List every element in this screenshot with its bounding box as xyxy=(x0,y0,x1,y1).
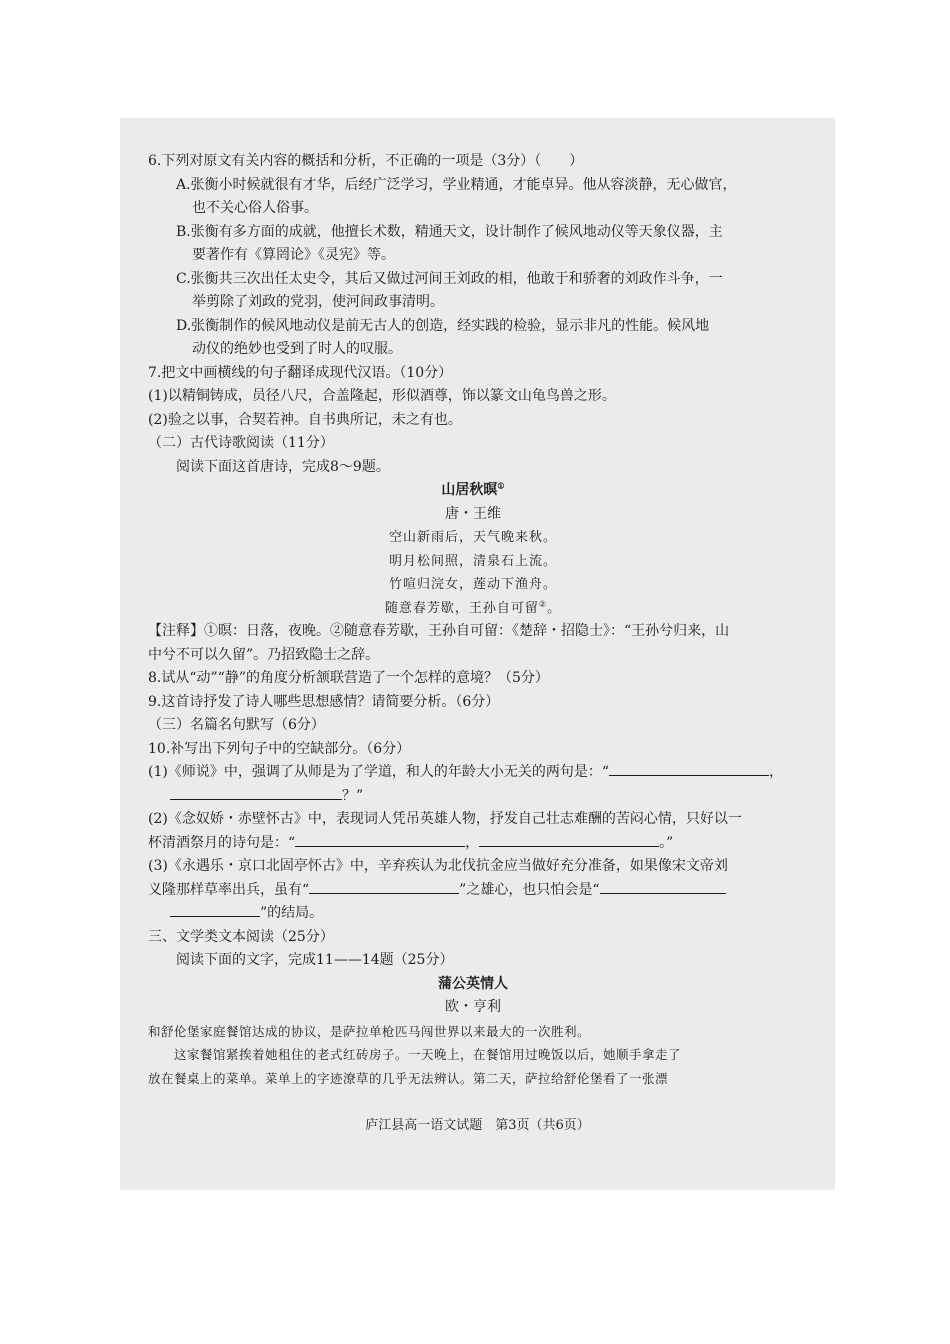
q10-item-2-line2 xyxy=(148,832,798,856)
poem-note-line2: 中兮不可以久留”。乃招致隐士之辞。 xyxy=(148,646,380,663)
q10-item-1-text: (1)《师说》中，强调了从师是为了学道，和人的年龄大小无关的两句是：“ xyxy=(148,764,609,780)
poem-line-2: 明月松间照，清泉石上流。 xyxy=(388,553,557,569)
q10-item-2-end: 。” xyxy=(659,834,674,851)
part-3-heading: 三、文学类文本阅读（25分） xyxy=(148,928,334,945)
q10-stem: 10.补写出下列句子中的空缺部分。（6分） xyxy=(148,740,411,757)
section-2-heading: （二）古代诗歌阅读（11分） xyxy=(148,435,334,451)
poem-line-1: 空山新雨后，天气晚来秋。 xyxy=(388,530,557,545)
story-paragraph-2-line2: 放在餐桌上的菜单。菜单上的字迹潦草的几乎无法辨认。第二天，萨拉给舒伦堡看了一张漂 xyxy=(148,1070,669,1086)
q10-item-2-text: 杯清酒祭月的诗句是：“ xyxy=(148,834,296,851)
poem-line-3: 竹喧归浣女，莲动下渔舟。 xyxy=(388,577,557,592)
q10-item-2-comma: ， xyxy=(465,834,480,851)
q10-item-1-comma: ， xyxy=(769,764,783,780)
poem-note-line1: 【注释】①暝：日落，夜晚。②随意春芳歇，王孙自可留：《楚辞・招隐士》：“王孙兮归来，山 xyxy=(148,623,730,639)
q6-option-a-line1: A.张衡小时候就很有才华，后经广泛学习，学业精通，才能卓异。他从容淡静，无心做官， xyxy=(176,176,737,193)
poem-line-4-text: 随意春芳歇，王孙自可留 xyxy=(384,600,539,616)
q10-item-1-end: ？” xyxy=(342,787,364,804)
q10-item-3-mid: ”之雄心，也只怕会是“ xyxy=(459,881,600,898)
q7-stem: 7.把文中画横线的句子翻译成现代汉语。（10分） xyxy=(148,364,453,381)
q6-option-d-line2: 动仪的绝妙也受到了时人的叹服。 xyxy=(192,341,402,357)
poem-title-text: 山居秋暝 xyxy=(441,482,498,498)
q9-stem: 9.这首诗抒发了诗人哪些思想感情？请简要分析。（6分） xyxy=(148,693,500,710)
poem-line-4-end: 。 xyxy=(547,600,562,616)
q10-item-3-line2 xyxy=(148,879,798,903)
poem-title xyxy=(148,479,798,503)
exam-content xyxy=(148,150,798,1090)
q10-item-1-line1 xyxy=(148,761,798,785)
q10-blank-4[interactable] xyxy=(479,832,659,847)
q10-item-3-end: ”的结局。 xyxy=(260,905,324,921)
q6-option-c-line1: C.张衡共三次出任太史令，其后又做过河间王刘政的相，他敢于和骄奢的刘政作斗争，一 xyxy=(176,270,723,287)
q10-item-3-line3 xyxy=(148,902,798,926)
poem-line-4-footnote-mark: ② xyxy=(538,599,548,609)
section-2-intro: 阅读下面这首唐诗，完成8～9题。 xyxy=(176,458,390,475)
q10-blank-6[interactable] xyxy=(600,879,726,894)
q10-blank-2[interactable] xyxy=(170,785,342,800)
q6-option-a-line2: 也不关心俗人俗事。 xyxy=(192,200,318,216)
story-paragraph-1: 和舒伦堡家庭餐馆达成的协议，是萨拉单枪匹马闯世界以来最大的一次胜利。 xyxy=(148,1023,591,1039)
q6-option-b-line2: 要著作有《算罔论》《灵宪》等。 xyxy=(192,247,395,263)
q10-item-3-line1: (3)《永遇乐・京口北固亭怀古》中，辛弃疾认为北伐抗金应当做好充分准备，如果像宋文帝刘 xyxy=(148,858,728,874)
q6-stem: 6.下列对原文有关内容的概括和分析，不正确的一项是（3分）（ ） xyxy=(148,153,584,169)
q10-blank-5[interactable] xyxy=(309,879,459,894)
q6-option-c-line2: 举剪除了刘政的党羽，使河间政事清明。 xyxy=(192,294,444,310)
q8-stem: 8.试从“动”“静”的角度分析颔联营造了一个怎样的意境？（5分） xyxy=(148,670,549,686)
q10-blank-1[interactable] xyxy=(609,761,769,776)
section-3-heading: （三）名篇名句默写（6分） xyxy=(148,717,325,733)
poem-author: 唐・王维 xyxy=(445,505,501,522)
q10-blank-3[interactable] xyxy=(295,832,465,847)
q10-item-3-text: 义隆那样草率出兵，虽有“ xyxy=(148,881,310,898)
story-paragraph-2-line1: 这家餐馆紧挨着她租住的老式红砖房子。一天晚上，在餐馆用过晚饭以后，她顺手拿走了 xyxy=(174,1047,682,1062)
q10-blank-7[interactable] xyxy=(170,902,260,917)
q10-item-2-line1: (2)《念奴娇・赤壁怀古》中，表现词人凭吊英雄人物，抒发自己壮志难酬的苦闷心情，只好以一 xyxy=(148,811,742,827)
poem-line-4 xyxy=(148,597,798,621)
q6-option-d-line1: D.张衡制作的候风地动仪是前无古人的创造，经实践的检验，显示非凡的性能。候风地 xyxy=(176,317,710,334)
part-3-intro: 阅读下面的文字，完成11——14题（25分） xyxy=(176,952,454,968)
q7-sentence-1: (1)以精铜铸成，员径八尺，合盖隆起，形似酒尊，饰以篆文山龟鸟兽之形。 xyxy=(148,388,616,404)
q7-sentence-2: (2)验之以事，合契若神。自书典所记，未之有也。 xyxy=(148,411,462,428)
poem-title-footnote-mark: ① xyxy=(497,480,505,491)
story-title: 蒲公英情人 xyxy=(438,975,508,992)
page-footer: 庐江县高一语文试题 第3页（共6页） xyxy=(365,1118,590,1133)
q6-option-b-line1: B.张衡有多方面的成就，他擅长术数，精通天文，设计制作了候风地动仪等天象仪器，主 xyxy=(176,223,723,240)
q10-item-1-line2 xyxy=(148,785,798,809)
story-author: 欧・亨利 xyxy=(445,999,501,1015)
